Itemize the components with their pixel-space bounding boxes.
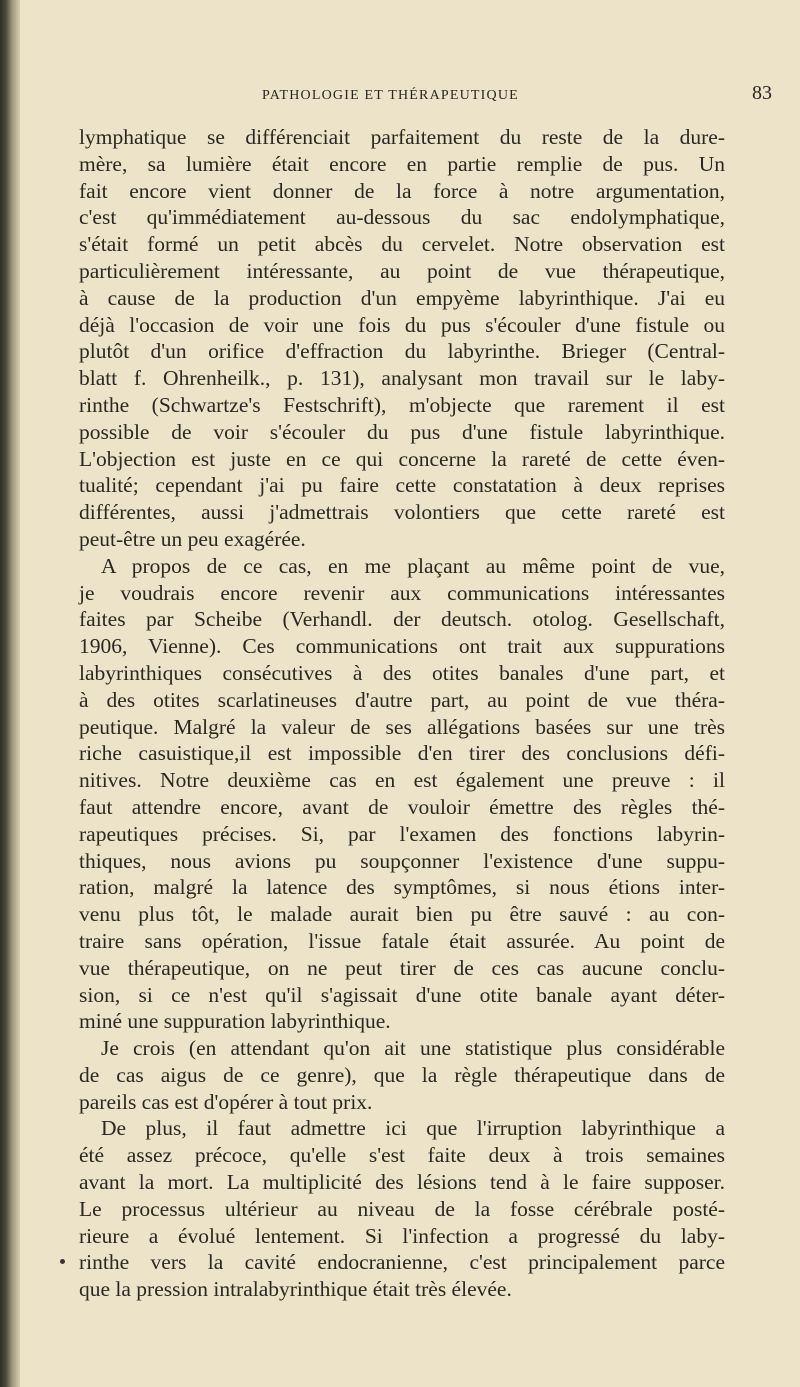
page-number: 83 xyxy=(752,82,772,104)
paragraph xyxy=(79,553,725,1035)
text-line: vue thérapeutique, on ne peut tirer de ces cas aucune conclu- xyxy=(79,955,725,980)
text-line: mère, sa lumière était encore en partie remplie de pus. Un xyxy=(79,151,725,176)
text-line: Le processus ultérieur au niveau de la fosse cérébrale posté- xyxy=(79,1196,725,1221)
text-line: plutôt d'un orifice d'effraction du labyrinthe. Brieger (Central- xyxy=(79,339,725,364)
text-line: peutique. Malgré la valeur de ses allégations basées sur une très xyxy=(79,714,725,739)
text-line: nitives. Notre deuxième cas en est également une preuve : il xyxy=(79,768,725,793)
text-line: déjà l'occasion de voir une fois du pus s'écouler d'une fistule ou xyxy=(79,312,725,337)
text-line: ration, malgré la latence des symptômes, si nous étions inter- xyxy=(79,875,725,900)
page-binding-edge xyxy=(0,0,20,1387)
paragraph xyxy=(79,1115,725,1303)
paragraph xyxy=(79,1035,725,1115)
text-line: été assez précoce, qu'elle s'est faite deux à trois semaines xyxy=(79,1143,725,1168)
text-line: De plus, il faut admettre ici que l'irruption labyrinthique a xyxy=(101,1116,725,1141)
margin-mark xyxy=(60,1259,65,1264)
text-line: je voudrais encore revenir aux communications intéressantes xyxy=(79,580,725,605)
text-line: à cause de la production d'un empyème labyrinthique. J'ai eu xyxy=(79,285,725,310)
text-line: L'objection est juste en ce qui concerne la rareté de cette éven- xyxy=(79,446,725,471)
body-text xyxy=(79,124,725,1303)
text-line: traire sans opération, l'issue fatale était assurée. Au point de xyxy=(79,928,725,953)
text-line: rapeutiques précises. Si, par l'examen des fonctions labyrin- xyxy=(79,821,725,846)
running-header xyxy=(0,80,800,110)
text-line: faites par Scheibe (Verhandl. der deutsch. otolog. Gesellschaft, xyxy=(79,607,725,632)
text-line: avant la mort. La multiplicité des lésions tend à le faire supposer. xyxy=(79,1170,725,1195)
text-line: 1906, Vienne). Ces communications ont trait aux suppurations xyxy=(79,634,725,659)
text-line: thiques, nous avions pu soupçonner l'existence d'une suppu- xyxy=(79,848,725,873)
text-line: miné une suppuration labyrinthique. xyxy=(79,1009,391,1034)
text-line: riche casuistique,il est impossible d'en tirer des conclusions défi- xyxy=(79,741,725,766)
text-line: que la pression intralabyrinthique était très élevée. xyxy=(79,1277,512,1302)
paragraph xyxy=(79,124,725,553)
text-line: à des otites scarlatineuses d'autre part, au point de vue théra- xyxy=(79,687,725,712)
text-line: tualité; cependant j'ai pu faire cette constatation à deux reprises xyxy=(79,473,725,498)
text-line: rinthe (Schwartze's Festschrift), m'objecte que rarement il est xyxy=(79,392,725,417)
text-line: peut-être un peu exagérée. xyxy=(79,526,306,551)
text-line: fait encore vient donner de la force à notre argumentation, xyxy=(79,178,725,203)
text-line: labyrinthiques consécutives à des otites banales d'une part, et xyxy=(79,660,725,685)
text-line: A propos de ce cas, en me plaçant au même point de vue, xyxy=(101,553,725,578)
text-line: de cas aigus de ce genre), que la règle thérapeutique dans de xyxy=(79,1062,725,1087)
text-line: pareils cas est d'opérer à tout prix. xyxy=(79,1089,373,1114)
text-line: rinthe vers la cavité endocranienne, c'est principalement parce xyxy=(79,1250,725,1275)
text-line: lymphatique se différenciait parfaitement du reste de la dure- xyxy=(79,125,725,149)
text-line: faut attendre encore, avant de vouloir émettre des règles thé- xyxy=(79,794,725,819)
text-line: possible de voir s'écouler du pus d'une fistule labyrinthique. xyxy=(79,419,725,444)
text-line: rieure a évolué lentement. Si l'infection a progressé du laby- xyxy=(79,1223,725,1248)
text-line: Je crois (en attendant qu'on ait une statistique plus considérable xyxy=(101,1036,725,1061)
header-title: PATHOLOGIE ET THÉRAPEUTIQUE xyxy=(262,88,519,103)
text-line: particulièrement intéressante, au point de vue thérapeutique, xyxy=(79,258,725,283)
text-line: venu plus tôt, le malade aurait bien pu être sauvé : au con- xyxy=(79,902,725,927)
text-line: sion, si ce n'est qu'il s'agissait d'une otite banale ayant déter- xyxy=(79,982,725,1007)
text-line: s'était formé un petit abcès du cervelet. Notre observation est xyxy=(79,232,725,257)
text-line: différentes, aussi j'admettrais volontiers que cette rareté est xyxy=(79,500,725,525)
text-line: blatt f. Ohrenheilk., p. 131), analysant mon travail sur le laby- xyxy=(79,366,725,391)
text-line: c'est qu'immédiatement au-dessous du sac endolymphatique, xyxy=(79,205,725,230)
